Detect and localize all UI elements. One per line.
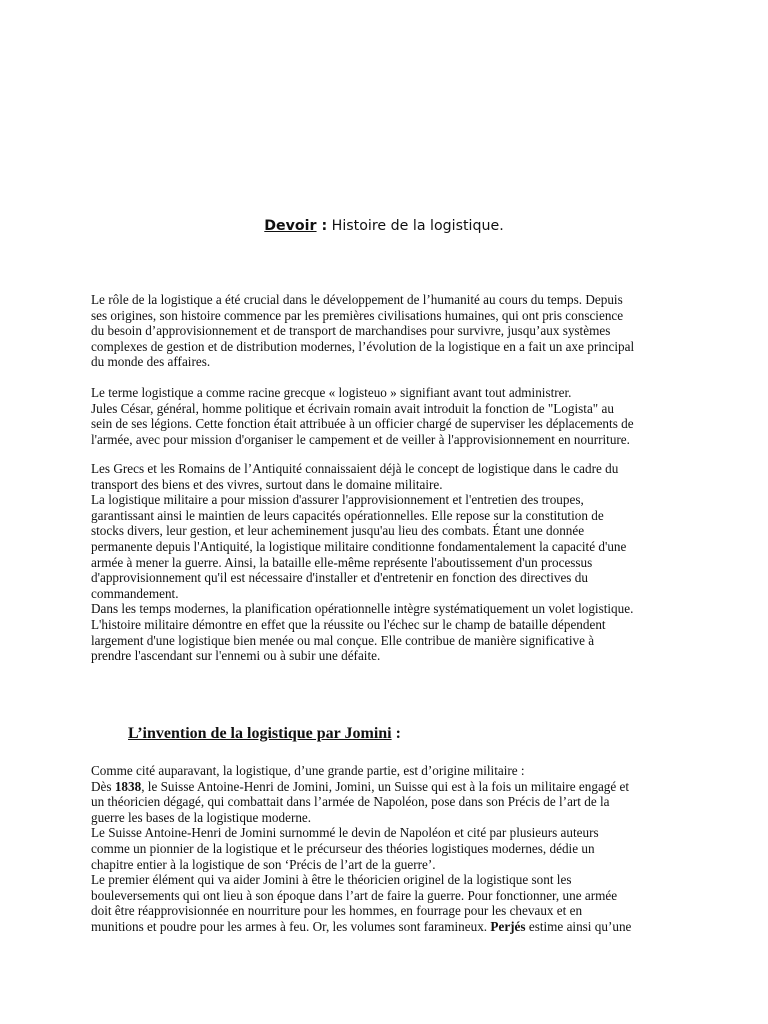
paragraph-line — [91, 919, 691, 935]
paragraph-line: doit être réapprovisionnée en nourriture pour les hommes, en fourrage pour les chevaux et en — [91, 903, 583, 919]
paragraph-line: Le premier élément qui va aider Jomini à être le théoricien originel de la logistique sont les — [91, 872, 572, 888]
paragraph-line: ses origines, son histoire commence par les premières civilisations humaines, qui ont pris conscience — [91, 307, 624, 323]
title-text: Histoire de la logistique. — [327, 218, 504, 234]
paragraph-line: Les Grecs et les Romains de l’Antiquité connaissaient déjà le concept de logistique dans le cadre du — [91, 461, 619, 476]
paragraph-line: du besoin d’approvisionnement et de transport de marchandises pour survivre, jusqu’aux systèmes — [91, 323, 611, 339]
paragraph-line: d'approvisionnement qu'il est nécessaire d'installer et d'entretenir en fonction des directives du — [91, 570, 588, 586]
paragraph-line: bouleversements qui ont lieu à son époque dans l’art de faire la guerre. Pour fonctionner, une armée — [91, 887, 618, 903]
paragraph-line: sein de ses légions. Cette fonction était attribuée à un officier chargé de superviser les déplacements de — [91, 416, 634, 432]
paragraph-line: La logistique militaire a pour mission d'assurer l'approvisionnement et l'entretien des troupes, — [91, 492, 584, 508]
paragraph-line: Comme cité auparavant, la logistique, d’une grande partie, est d’origine militaire : — [91, 763, 525, 778]
paragraph-line: Le terme logistique a comme racine grecque « logisteuo » signifiant avant tout administrer. — [91, 385, 572, 400]
section-heading-suffix: : — [391, 725, 401, 742]
author-name: Perjés — [490, 918, 526, 934]
paragraph-line: garantissant ainsi le maintien de leurs capacités opérationnelles. Elle repose sur la constitution de — [91, 507, 604, 523]
paragraph-line: chapitre entier à la logistique de son ‘Précis de l’art de la guerre’. — [91, 856, 436, 872]
paragraph-line: l'armée, avec pour mission d'organiser le campement et de veiller à l'approvisionnement en nourriture. — [91, 431, 630, 447]
paragraph-line: permanente depuis l'Antiquité, la logistique militaire conditionne fondamentalement la capacité d'une — [91, 538, 627, 554]
paragraph-line: Jules César, général, homme politique et écrivain romain avait introduit la fonction de "Logista" au — [91, 400, 614, 416]
title-colon: : — [316, 218, 328, 234]
paragraph-line: prendre l'ascendant sur l'ennemi ou à subir une défaite. — [91, 648, 381, 664]
paragraph-line: Le Suisse Antoine-Henri de Jomini surnommé le devin de Napoléon et cité par plusieurs auteurs — [91, 825, 599, 841]
paragraph-line: L'histoire militaire démontre en effet que la réussite ou l'échec sur le champ de bataille dépendent — [91, 616, 606, 632]
line-text: Dès — [91, 778, 115, 794]
military-paragraph — [91, 461, 691, 664]
year-text: 1838 — [114, 778, 142, 794]
paragraph-line: commandement. — [91, 585, 179, 601]
paragraph-line: un théoricien dégagé, qui combattait dans l’armée de Napoléon, pose dans son Précis de l’art de la — [91, 794, 610, 810]
paragraph-line: Le rôle de la logistique a été crucial dans le développement de l’humanité au cours du temps. Depuis — [91, 292, 623, 307]
paragraph-line: comme un pionnier de la logistique et le précurseur des théories logistiques modernes, dédie un — [91, 840, 595, 856]
line-text: munitions et poudre pour les armes à feu. Or, les volumes sont faramineux. — [91, 918, 491, 934]
paragraph-line: transport des biens et des vivres, surtout dans le domaine militaire. — [91, 476, 443, 492]
section-heading — [128, 724, 401, 744]
section-heading-text: L’invention de la logistique par Jomini — [128, 725, 392, 742]
title-label: Devoir — [264, 218, 317, 234]
document-title — [0, 216, 768, 236]
paragraph-line: Dans les temps modernes, la planification opérationnelle intègre systématiquement un volet logistique. — [91, 601, 634, 617]
paragraph-line: largement d'une logistique bien menée ou mal conçue. Elle contribue de manière significative à — [91, 632, 595, 648]
line-text: estime ainsi qu’une — [525, 918, 632, 934]
paragraph-line: guerre les bases de la logistique moderne. — [91, 809, 312, 825]
line-text: , le Suisse Antoine-Henri de Jomini, Jomini, un Suisse qui est à la fois un militaire engagé et — [141, 778, 630, 794]
intro-paragraph — [91, 292, 691, 370]
etymology-paragraph — [91, 385, 691, 447]
paragraph-line: stocks divers, leur gestion, et leur acheminement jusqu'au lieu des combats. Étant une donnée — [91, 523, 585, 539]
paragraph-line: armée à mener la guerre. Ainsi, la bataille elle-même représente l'aboutissement d'un processus — [91, 554, 593, 570]
paragraph-line — [91, 779, 691, 795]
jomini-paragraph — [91, 763, 691, 935]
paragraph-line: complexes de gestion et de distribution modernes, l’évolution de la logistique en a fait un axe principal — [91, 338, 635, 354]
paragraph-line: du monde des affaires. — [91, 354, 211, 370]
